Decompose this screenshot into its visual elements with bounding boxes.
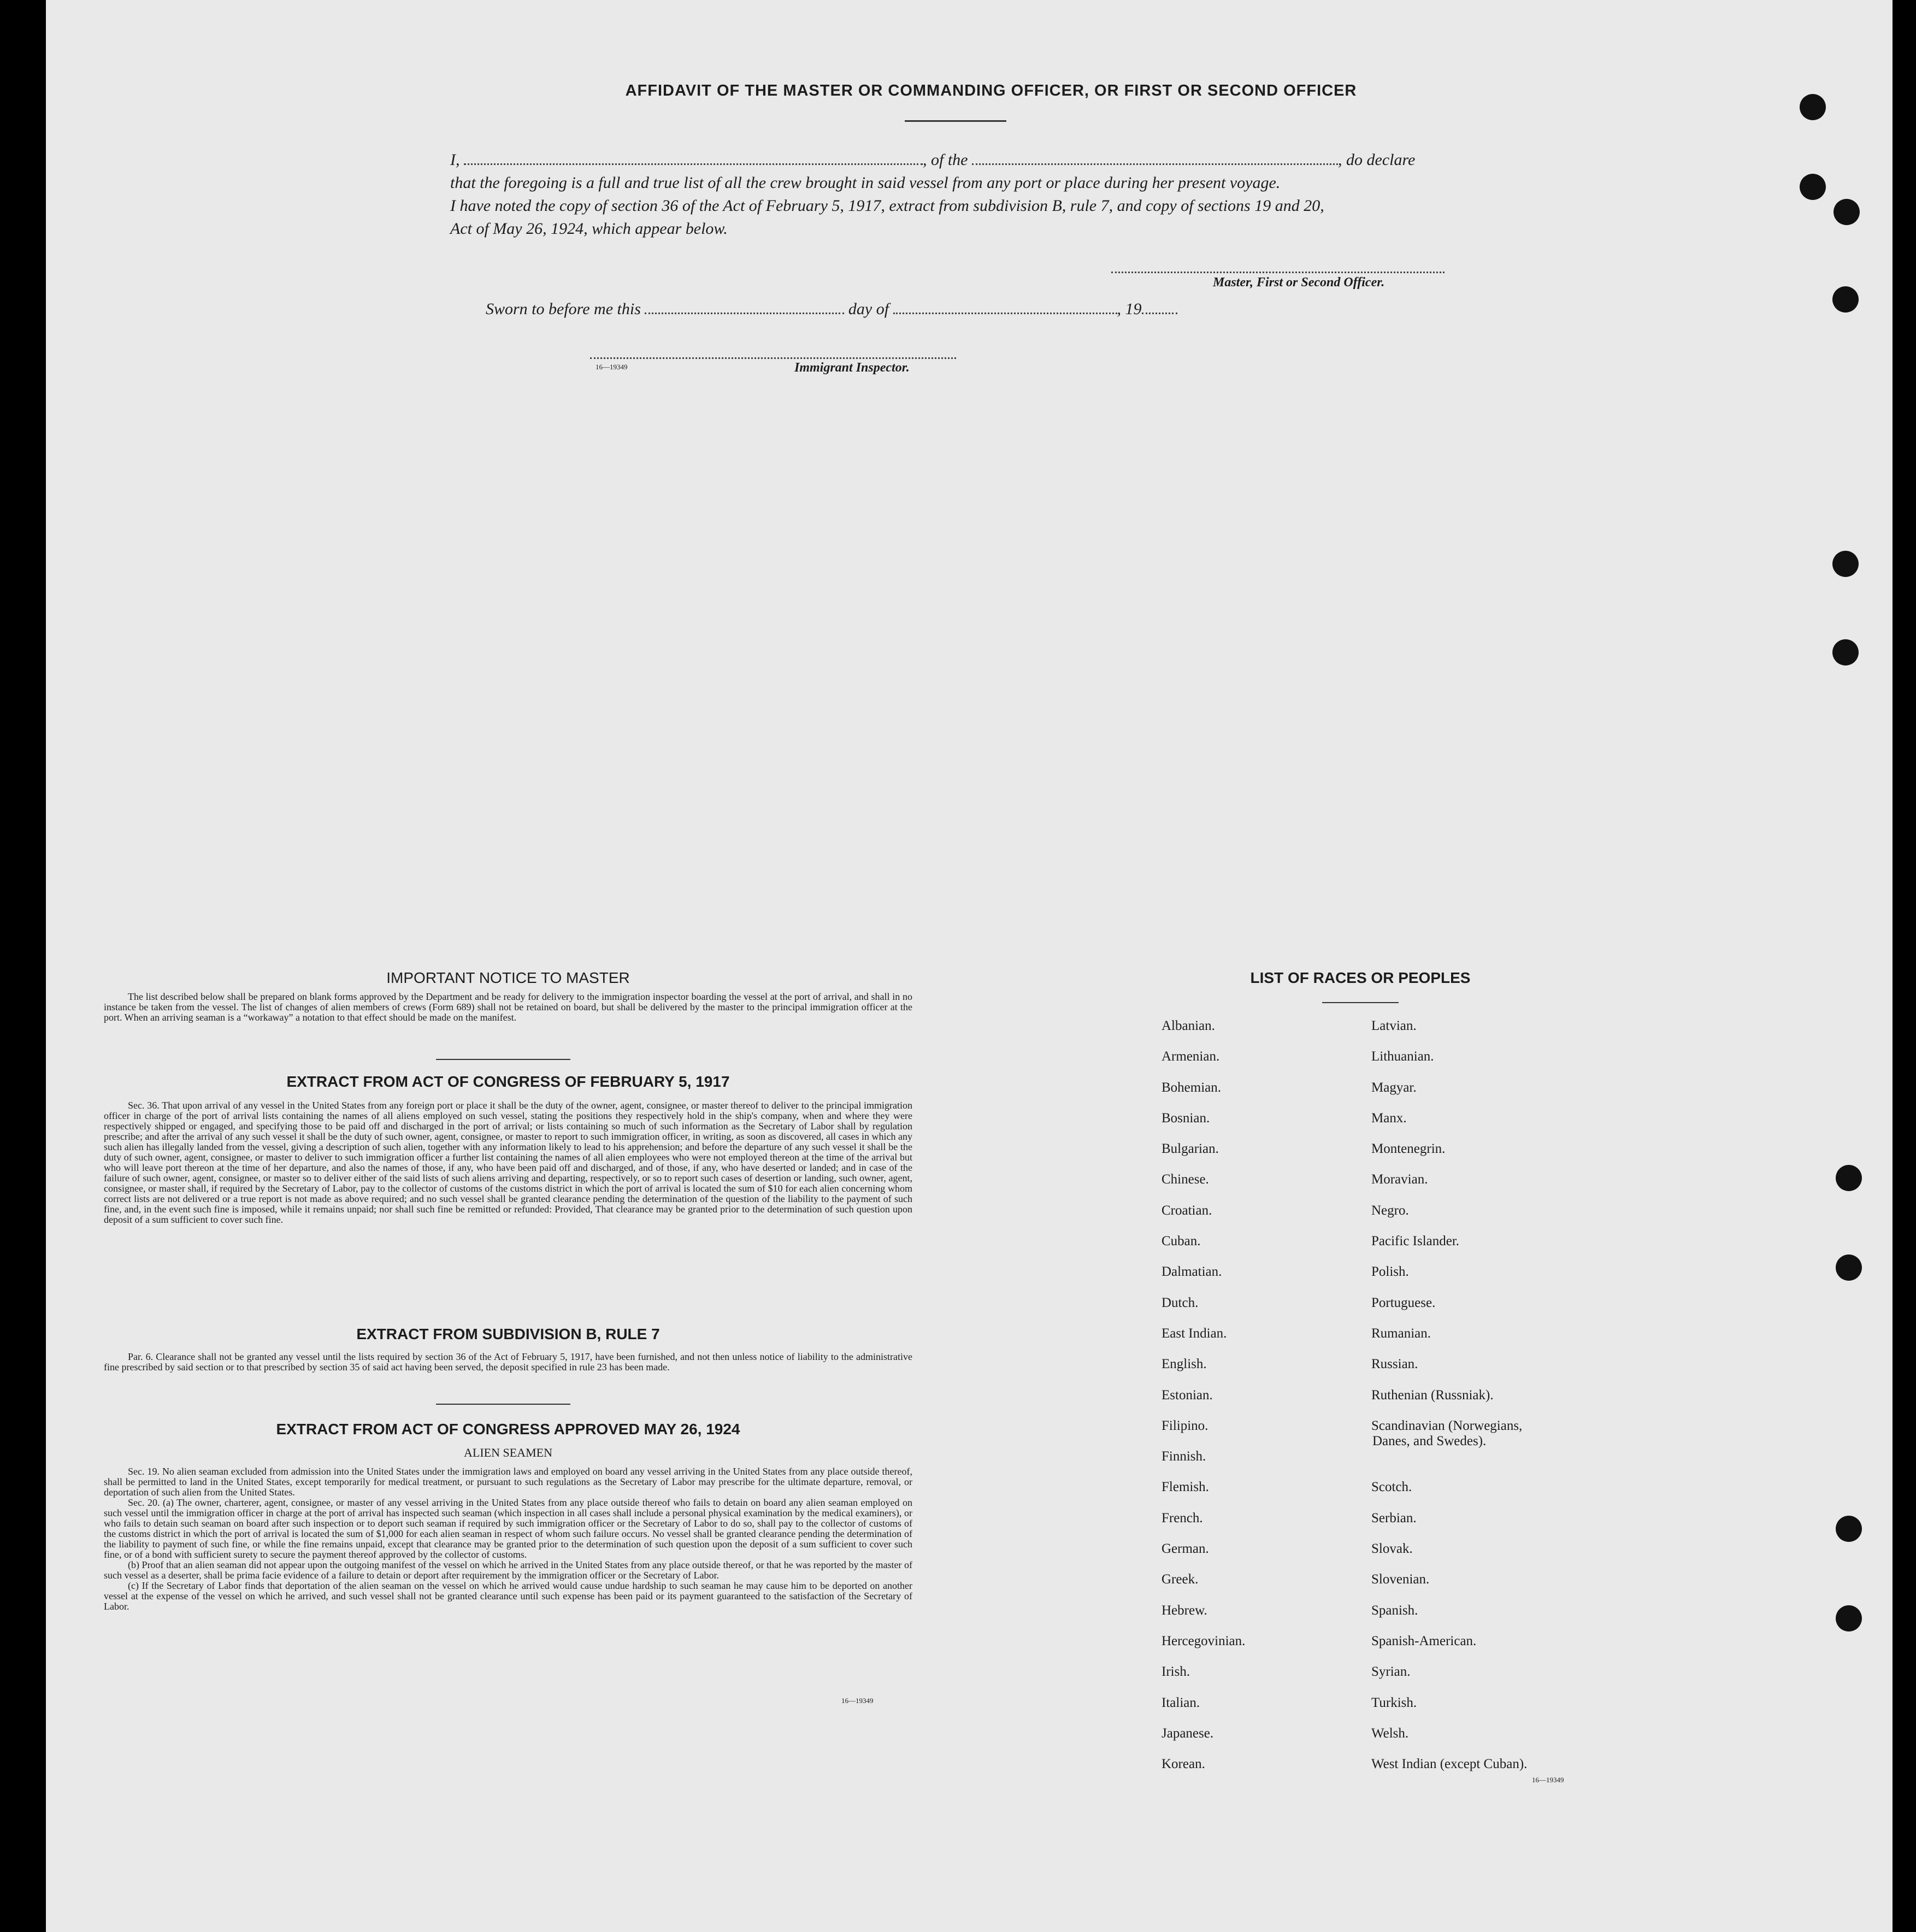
punch-hole bbox=[1836, 1165, 1862, 1191]
sworn-prefix: Sworn to before me this bbox=[486, 300, 641, 318]
race-item: Bulgarian. bbox=[1162, 1141, 1219, 1157]
divider bbox=[436, 1059, 570, 1060]
form-number: 16—19349 bbox=[596, 363, 628, 371]
race-item: Spanish. bbox=[1371, 1603, 1418, 1618]
master-signature-label: Master, First or Second Officer. bbox=[1213, 275, 1385, 290]
punch-hole bbox=[1800, 174, 1826, 200]
race-item: Welsh. bbox=[1371, 1725, 1409, 1741]
year-blank[interactable] bbox=[1142, 299, 1177, 314]
race-item: Dalmatian. bbox=[1162, 1264, 1222, 1280]
punch-hole bbox=[1832, 551, 1859, 577]
of-the-label: , of the bbox=[923, 151, 968, 169]
race-item: Portuguese. bbox=[1371, 1295, 1436, 1310]
do-declare-label: , do declare bbox=[1338, 151, 1416, 169]
race-item: Rumanian. bbox=[1371, 1326, 1431, 1341]
punch-hole bbox=[1800, 94, 1826, 120]
declaration-line-1 bbox=[450, 149, 1554, 172]
race-item: West Indian (except Cuban). bbox=[1371, 1757, 1528, 1772]
race-item: Flemish. bbox=[1162, 1480, 1209, 1495]
race-item: Bosnian. bbox=[1162, 1110, 1210, 1126]
punch-hole bbox=[1832, 286, 1859, 313]
race-item: Irish. bbox=[1162, 1664, 1190, 1680]
race-item: Montenegrin. bbox=[1371, 1141, 1446, 1157]
master-signature-line[interactable] bbox=[1111, 272, 1445, 273]
rule7-title: EXTRACT FROM SUBDIVISION B, RULE 7 bbox=[356, 1326, 660, 1342]
races-title: LIST OF RACES OR PEOPLES bbox=[1250, 969, 1471, 986]
race-item: Manx. bbox=[1371, 1110, 1407, 1126]
race-item: Danes, and Swedes). bbox=[1372, 1433, 1487, 1448]
race-item: French. bbox=[1162, 1510, 1203, 1525]
divider bbox=[905, 120, 1006, 122]
race-item: Greek. bbox=[1162, 1572, 1199, 1587]
extract-1924-title: EXTRACT FROM ACT OF CONGRESS APPROVED MAY 26, 1924 bbox=[276, 1421, 740, 1438]
race-item: Dutch. bbox=[1162, 1295, 1199, 1310]
race-item: Croatian. bbox=[1162, 1203, 1212, 1218]
race-item: Italian. bbox=[1162, 1695, 1200, 1710]
race-item: Japanese. bbox=[1162, 1725, 1214, 1741]
day-of-label: day of bbox=[848, 300, 889, 318]
race-item: Lithuanian. bbox=[1371, 1049, 1434, 1064]
races-left-column bbox=[1162, 1018, 1245, 1787]
extract-1917-title: EXTRACT FROM ACT OF CONGRESS OF FEBRUARY 5, 1917 bbox=[286, 1073, 730, 1090]
form-number: 16—19349 bbox=[841, 1697, 874, 1705]
inspector-label: Immigrant Inspector. bbox=[794, 361, 910, 375]
notice-title: IMPORTANT NOTICE TO MASTER bbox=[386, 969, 630, 986]
race-item: Pacific Islander. bbox=[1371, 1234, 1460, 1249]
punch-hole bbox=[1836, 1605, 1862, 1631]
section-20b-paragraph: (b) Proof that an alien seaman did not appear upon the outgoing manifest of the vessel on which he arrived in the United States from any place outside thereof, or that he was reported by the master of such vessel as a deserter, shall be prima facie evidence of a failure to detain or deport after requirement by the immigration officer or the Secretary of Labor. bbox=[104, 1559, 912, 1581]
race-item: Hebrew. bbox=[1162, 1603, 1207, 1618]
affidavit-title: AFFIDAVIT OF THE MASTER OR COMMANDING OFFICER, OR FIRST OR SECOND OFFICER bbox=[625, 82, 1357, 99]
rule7-text bbox=[104, 1352, 912, 1373]
alien-seamen-subtitle: ALIEN SEAMEN bbox=[464, 1446, 552, 1459]
race-item: Hercegovinian. bbox=[1162, 1633, 1246, 1648]
race-item: Spanish-American. bbox=[1371, 1633, 1477, 1648]
race-item: Russian. bbox=[1371, 1357, 1418, 1372]
race-item: Estonian. bbox=[1162, 1387, 1213, 1403]
name-blank[interactable] bbox=[464, 150, 923, 165]
race-item: Albanian. bbox=[1162, 1018, 1215, 1033]
notice-text bbox=[104, 992, 912, 1023]
race-item: Korean. bbox=[1162, 1757, 1205, 1772]
race-item: Slovak. bbox=[1371, 1541, 1413, 1557]
race-item: Filipino. bbox=[1162, 1418, 1208, 1433]
punch-hole bbox=[1832, 639, 1859, 665]
sworn-line bbox=[486, 299, 1177, 319]
punch-hole bbox=[1834, 199, 1860, 225]
race-item: Slovenian. bbox=[1371, 1572, 1430, 1587]
race-item: Magyar. bbox=[1371, 1080, 1417, 1095]
race-item: German. bbox=[1162, 1541, 1209, 1557]
divider bbox=[436, 1404, 570, 1405]
race-item: Polish. bbox=[1371, 1264, 1409, 1280]
inspector-signature-line[interactable] bbox=[590, 357, 956, 359]
race-item: Moravian. bbox=[1371, 1172, 1428, 1187]
notice-paragraph: The list described below shall be prepared on blank forms approved by the Department and be ready for delivery to the immigration inspector boarding the vessel at the port of arrival, and shall in no instance be taken from the vessel. The list of changes of alien members of crews (Form 689) shall not be retained on board, but shall be delivered by the master to the principal immigration officer at the port. When an arriving seaman is a “workaway” a notation to that effect should be made on the manifest. bbox=[104, 991, 912, 1023]
race-item: Chinese. bbox=[1162, 1172, 1209, 1187]
declaration-text bbox=[450, 149, 1554, 240]
race-item: Scandinavian (Norwegians, bbox=[1371, 1418, 1523, 1433]
year-prefix: , 19 bbox=[1117, 300, 1142, 318]
i-label: I, bbox=[450, 151, 460, 169]
race-item: Latvian. bbox=[1371, 1018, 1417, 1033]
punch-hole bbox=[1836, 1254, 1862, 1281]
race-item: Armenian. bbox=[1162, 1049, 1220, 1064]
declaration-line-4: Act of May 26, 1924, which appear below. bbox=[450, 220, 728, 238]
section-20c-paragraph: (c) If the Secretary of Labor finds that deportation of the alien seaman on the vessel on which he arrived would cause undue hardship to such seaman he may cause him to be deported on another vessel at the expense of the vessel on which he arrived, and such vessel shall not be granted clearance until such expense has been paid or its payment guaranteed to the satisfaction of the Secretary of Labor. bbox=[104, 1580, 912, 1612]
race-item: Negro. bbox=[1371, 1203, 1409, 1218]
race-item: Ruthenian (Russniak). bbox=[1371, 1387, 1494, 1403]
section-19-paragraph: Sec. 19. No alien seaman excluded from admission into the United States under the immigration laws and employed on board any vessel arriving in the United States from any place outside thereof, shall be permitted to land in the United States, except temporarily for medical treatment, or pursuant to such regulations as the Secretary of Labor may prescribe for the ultimate departure, removal, or deportation of such alien from the United States. bbox=[104, 1466, 912, 1498]
race-item: Serbian. bbox=[1371, 1510, 1417, 1525]
declaration-line-3: I have noted the copy of section 36 of the Act of February 5, 1917, extract from subdivision B, rule 7, and copy of sections 19 and 20, bbox=[450, 197, 1324, 215]
race-item: Bohemian. bbox=[1162, 1080, 1222, 1095]
form-number: 16—19349 bbox=[1532, 1776, 1564, 1784]
race-item: Turkish. bbox=[1371, 1695, 1417, 1710]
day-blank[interactable] bbox=[645, 299, 844, 314]
punch-hole bbox=[1836, 1516, 1862, 1542]
race-item: English. bbox=[1162, 1357, 1207, 1372]
race-item: Finnish. bbox=[1162, 1449, 1206, 1464]
month-blank[interactable] bbox=[893, 299, 1117, 314]
paragraph-6: Par. 6. Clearance shall not be granted any vessel until the lists required by section 36 of the Act of February 5, 1917, have been furnished, and not then unless notice of liability to the administrative fine prescribed by said section or to that prescribed by section 35 of said act having been served, the deposit specified in rule 23 has been made. bbox=[104, 1351, 912, 1373]
extract-1924-text bbox=[104, 1466, 912, 1612]
document-page bbox=[46, 0, 1893, 1932]
extract-1917-text bbox=[104, 1100, 912, 1225]
declaration-line-2: that the foregoing is a full and true list of all the crew brought in said vessel from any port or place during her present voyage. bbox=[450, 174, 1281, 192]
section-36-paragraph: Sec. 36. That upon arrival of any vessel in the United States from any foreign port or place it shall be the duty of the owner, agent, consignee, or master thereof to deliver to the principal immigration officer in charge of the port of arrival lists containing the names of all aliens employed on such vessel, stating the positions they respectively hold in the ship's company, when and where they were respectively shipped or engaged, and specifying those to be paid off and discharged in the port of arrival; or lists containing so much of such information as the Secretary of Labor shall by regulation prescribe; and after the arrival of any such vessel it shall be the duty of such owner, agent, consignee, or master to report to such immigration officer, in writing, as soon as discovered, all cases in which any such alien has illegally landed from the vessel, giving a description of such alien, together with any information likely to lead to his apprehension; and before the departure of any such vessel it shall be the duty of such owner, agent, consignee, or master to deliver to such immigration officer a further list containing the names of all alien employees who were not employed thereon at the time of the arrival but who will leave port thereon at the time of her departure, and also the names of those, if any, who have been paid off and discharged, and of those, if any, who have deserted or landed; and in case of the failure of such owner, agent, consignee, or master so to deliver either of the said lists of such aliens arriving and departing, respectively, or so to report such cases of desertion or landing, such owner, agent, consignee, or master shall, if required by the Secretary of Labor, pay to the collector of customs of the customs district in which the port of arrival is located the sum of $10 for each alien concerning whom correct lists are not delivered or a true report is not made as above required; and no such vessel shall be granted clearance pending the determination of the question of the liability to the payment of such fine, and, in the event such fine is imposed, while it remains unpaid; nor shall such fine be remitted or refunded: Provided, That clearance may be granted prior to the determination of such question upon deposit of a sum sufficient to cover such fine. bbox=[104, 1100, 912, 1225]
race-item: Cuban. bbox=[1162, 1234, 1201, 1249]
vessel-blank[interactable] bbox=[972, 150, 1338, 165]
race-item: East Indian. bbox=[1162, 1326, 1227, 1341]
race-item: Scotch. bbox=[1371, 1480, 1412, 1495]
races-right-column bbox=[1371, 1018, 1527, 1787]
section-20a-paragraph: Sec. 20. (a) The owner, charterer, agent, consignee, or master of any vessel arriving in the United States from any place outside thereof who fails to detain on board any alien seaman employed on such vessel until the immigration officer in charge at the port of arrival has inspected such seaman (which inspection in all cases shall include a personal physical examination by the medical examiners), or who fails to detain such seaman on board after such inspection or to deport such seaman if required by such immigration officer or the Secretary of Labor to do so, shall pay to the collector of customs of the customs district in which the port of arrival is located the sum of $1,000 for each alien seaman in respect of whom such failure occurs. No vessel shall be granted clearance pending the determination of the liability to payment of such fine, or while the fine remains unpaid, except that clearance may be granted prior to the determination of such question upon the deposit of a sum sufficient to cover such fine, or of a bond with sufficient surety to secure the payment thereof approved by the collector of customs. bbox=[104, 1497, 912, 1560]
divider bbox=[1322, 1002, 1399, 1003]
race-item: Syrian. bbox=[1371, 1664, 1411, 1680]
